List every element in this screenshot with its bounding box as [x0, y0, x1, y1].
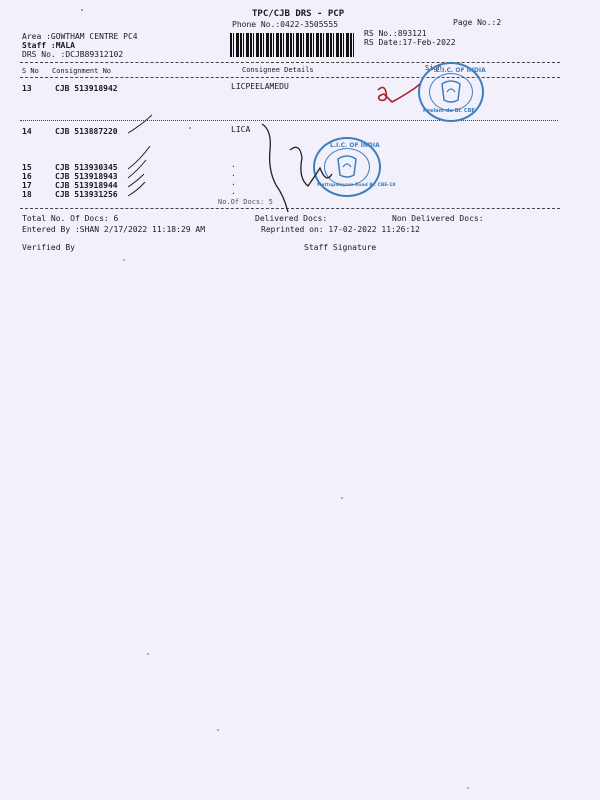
row-sno: 13 [22, 84, 32, 93]
row-consignment: CJB 513930345 [55, 163, 118, 172]
stamp-top-text: L.I.C. OF INDIA [436, 67, 486, 74]
bracket-mark-icon [262, 124, 288, 212]
column-header-consignee: Consignee Details [242, 66, 314, 74]
row-consignee: LICA [231, 125, 251, 134]
row-sno: 17 [22, 181, 32, 190]
staff-signature-label: Staff Signature [304, 243, 377, 252]
row-sno: 15 [22, 163, 32, 172]
non-delivered-docs: Non Delivered Docs: [392, 214, 484, 223]
row-consignment: CJB 513918942 [55, 84, 118, 93]
page-number: Page No.:2 [453, 18, 502, 27]
stamp-top-text: L.I.C. OF INDIA [330, 142, 380, 149]
verified-by: Verified By [22, 243, 75, 252]
rs-number: RS No.:893121 [364, 29, 427, 38]
rs-date: RS Date:17-Feb-2022 [364, 38, 456, 47]
reprinted-on: Reprinted on: 17-02-2022 11:26:12 [261, 225, 420, 234]
tick-mark-icon [128, 146, 150, 169]
row-consignee: . [231, 187, 236, 196]
tick-mark-icon [128, 115, 152, 133]
phone-number: Phone No.:0422-3505555 [232, 20, 338, 29]
row-consignment: CJB 513918944 [55, 181, 118, 190]
row-consignee: LICPEELAMEDU [231, 82, 289, 91]
stamp-bottom-text: Mettupalayam Road Br. CBE-18 [317, 183, 396, 188]
row-consignee: . [231, 160, 236, 169]
row-consignee: . [231, 178, 236, 187]
delivered-docs: Delivered Docs: [255, 214, 328, 223]
entered-by: Entered By :SHAN 2/17/2022 11:18:29 AM [22, 225, 206, 234]
drs-title: TPC/CJB DRS - PCP [252, 9, 345, 19]
row-sno: 14 [22, 127, 32, 136]
row-consignment: CJB 513918943 [55, 172, 118, 181]
black-signature-icon [290, 147, 332, 186]
staff-field: Staff :MALA [22, 41, 75, 50]
row-sno: 18 [22, 190, 32, 199]
stamp-bottom-text: Peelam-du Br. CBE [423, 108, 475, 114]
row-consignee: . [231, 169, 236, 178]
drs-number: DRS No. :DCJB89312102 [22, 50, 124, 59]
column-header-sno: S No [22, 67, 39, 75]
column-header-consignment: Consignment No [52, 67, 112, 75]
red-signature-icon [378, 84, 420, 102]
area-field: Area :GOWTHAM CENTRE PC4 [22, 32, 138, 41]
handwritten-doc-count: No.Of Docs: 5 [218, 198, 273, 206]
total-docs: Total No. Of Docs: 6 [22, 214, 119, 223]
tick-mark-icon [128, 182, 145, 196]
row-consignment: CJB 513931256 [55, 190, 118, 199]
column-header-sign: Sign [425, 64, 442, 72]
row-sno: 16 [22, 172, 32, 181]
row-consignment: CJB 513887220 [55, 127, 118, 136]
